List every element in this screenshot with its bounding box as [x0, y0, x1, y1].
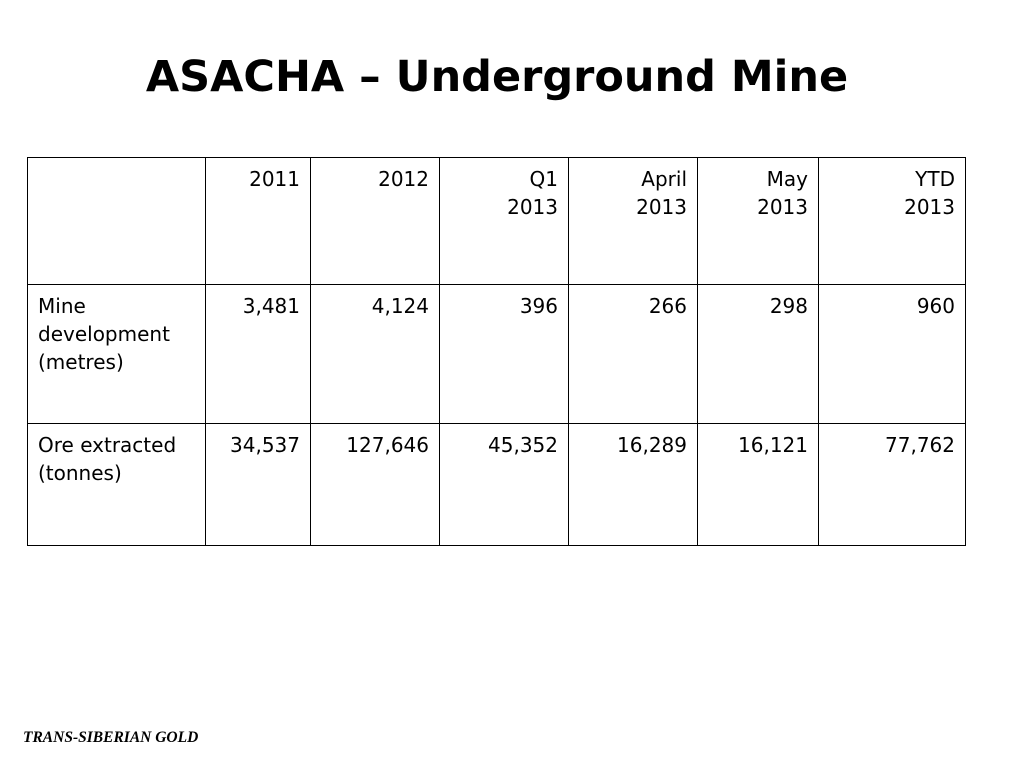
header-cell [206, 158, 311, 285]
header-line2: 2011 [249, 167, 300, 191]
header-line1: May [766, 167, 808, 191]
header-line2: 2013 [904, 195, 955, 219]
header-cell [819, 158, 966, 285]
value-cell: 127,646 [311, 424, 440, 546]
row-label-line: (tonnes) [38, 461, 122, 485]
table-header-row [28, 158, 966, 285]
header-line2: 2013 [507, 195, 558, 219]
value-cell: 298 [698, 285, 819, 424]
header-cell [311, 158, 440, 285]
data-table [27, 157, 966, 546]
header-line1: YTD [915, 167, 955, 191]
header-cell [440, 158, 569, 285]
header-cell [698, 158, 819, 285]
row-label-line: development [38, 322, 170, 346]
header-line2: 2013 [757, 195, 808, 219]
row-label-line: (metres) [38, 350, 124, 374]
row-label-cell [28, 424, 206, 546]
value-cell: 34,537 [206, 424, 311, 546]
header-line1: Q1 [529, 167, 558, 191]
value-cell: 45,352 [440, 424, 569, 546]
table-row [28, 424, 966, 546]
row-label-line: Ore extracted [38, 433, 177, 457]
header-cell [569, 158, 698, 285]
value-cell: 396 [440, 285, 569, 424]
value-cell: 960 [819, 285, 966, 424]
value-cell: 16,121 [698, 424, 819, 546]
table-row [28, 285, 966, 424]
row-label-cell [28, 285, 206, 424]
header-line2: 2013 [636, 195, 687, 219]
header-cell-empty [28, 158, 206, 285]
slide-title: ASACHA – Underground Mine [145, 52, 849, 102]
header-line2: 2012 [378, 167, 429, 191]
header-line1: April [641, 167, 687, 191]
value-cell: 3,481 [206, 285, 311, 424]
value-cell: 4,124 [311, 285, 440, 424]
company-footer: TRANS-SIBERIAN GOLD [23, 729, 199, 746]
value-cell: 16,289 [569, 424, 698, 546]
value-cell: 77,762 [819, 424, 966, 546]
value-cell: 266 [569, 285, 698, 424]
row-label-line: Mine [38, 294, 86, 318]
